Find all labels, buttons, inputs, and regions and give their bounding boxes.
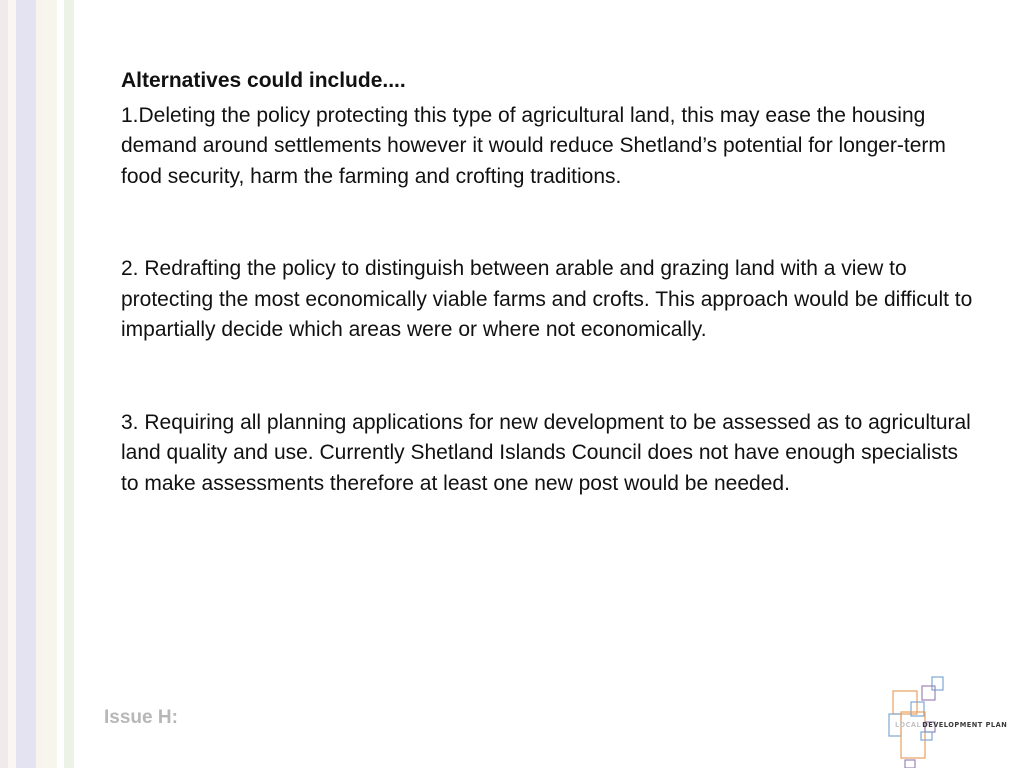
alternative-1-paragraph: 1.Deleting the policy protecting this type of agricultural land, this may ease the housing demand around settlements however it would reduce Shetland’s potential for longer-term food security, harm the farming and crofting traditions. [121,103,946,188]
decorative-stripe [64,0,74,768]
slide-content [121,66,981,499]
decorative-stripe [42,0,57,768]
decorative-stripe [57,0,64,768]
logo-word-local: LOCAL [895,721,922,729]
alternative-2-paragraph: 2. Redrafting the policy to distinguish between arable and grazing land with a view to protecting the most economically viable farms and crofts. This approach would be difficult to impartially decide which areas were or where not economically. [121,257,973,341]
issue-label: Issue H: [104,707,178,728]
decorative-stripe [0,0,8,768]
alternative-3-paragraph: 3. Requiring all planning applications for new development to be assessed as to agricultural land quality and use. Currently Shetland Islands Council does not have enough specialists to make assessments therefore at least one new post would be needed. [121,410,971,495]
local-development-plan-logo [885,672,1020,768]
logo-square [905,760,915,768]
logo-square [922,686,935,700]
logo-square [932,677,943,690]
logo-text [895,721,1007,729]
slide-heading: Alternatives could include.... [121,69,406,92]
decorative-stripe [8,0,16,768]
logo-square [921,732,932,740]
decorative-stripe [16,0,36,768]
logo-word-development-plan: DEVELOPMENT PLAN [922,721,1008,729]
